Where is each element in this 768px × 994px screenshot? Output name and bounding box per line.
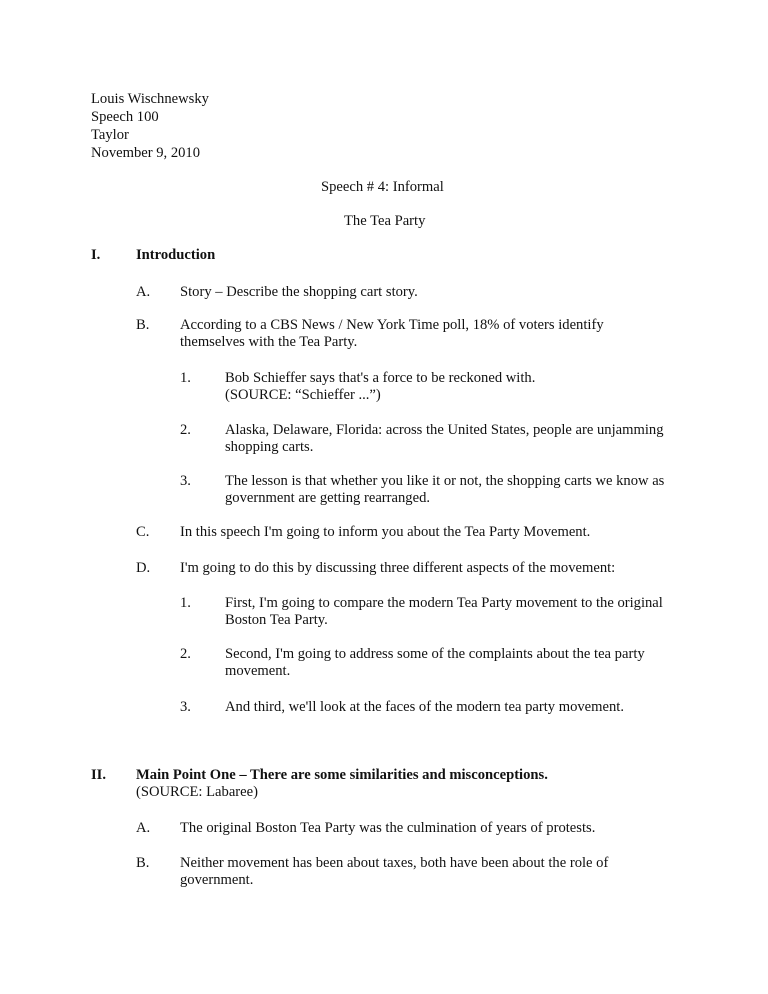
item-1c-letter: C. <box>136 524 150 540</box>
item-1c-text: In this speech I'm going to inform you about the Tea Party Movement. <box>180 524 591 540</box>
item-1b-text-line2: themselves with the Tea Party. <box>180 334 358 350</box>
document-date: November 9, 2010 <box>91 145 201 161</box>
speech-subtitle: Speech # 4: Informal <box>321 179 444 195</box>
item-1d3-number: 3. <box>180 699 191 715</box>
item-1d2-line1: Second, I'm going to address some of the complaints about the tea party <box>225 646 645 662</box>
instructor-name: Taylor <box>91 127 129 143</box>
item-1d2-line2: movement. <box>225 663 291 679</box>
item-1b1-number: 1. <box>180 370 191 386</box>
item-1b1-line1: Bob Schieffer says that's a force to be reckoned with. <box>225 370 536 386</box>
item-1b-text-line1: According to a CBS News / New York Time poll, 18% of voters identify <box>180 317 604 333</box>
item-1a-text: Story – Describe the shopping cart story. <box>180 284 418 300</box>
item-1d2-number: 2. <box>180 646 191 662</box>
item-1d3-line1: And third, we'll look at the faces of the modern tea party movement. <box>225 699 624 715</box>
item-1b2-line1: Alaska, Delaware, Florida: across the United States, people are unjamming <box>225 422 664 438</box>
item-2b-text-line1: Neither movement has been about taxes, both have been about the role of <box>180 855 609 871</box>
section-2-numeral: II. <box>91 767 107 783</box>
item-2a-text: The original Boston Tea Party was the culmination of years of protests. <box>180 820 596 836</box>
item-2b-text-line2: government. <box>180 872 254 888</box>
item-1b2-number: 2. <box>180 422 191 438</box>
item-1d-letter: D. <box>136 560 151 576</box>
item-2a-letter: A. <box>136 820 151 836</box>
author-name: Louis Wischnewsky <box>91 91 209 107</box>
item-1d1-line1: First, I'm going to compare the modern Tea Party movement to the original <box>225 595 663 611</box>
item-1b2-line2: shopping carts. <box>225 439 314 455</box>
item-1d-text: I'm going to do this by discussing three different aspects of the movement: <box>180 560 616 576</box>
section-2-heading: Main Point One – There are some similarities and misconceptions. <box>136 767 548 783</box>
item-1b3-line2: government are getting rearranged. <box>225 490 431 506</box>
section-1-heading: Introduction <box>136 247 216 263</box>
item-1b3-number: 3. <box>180 473 191 489</box>
speech-title: The Tea Party <box>344 213 426 229</box>
item-1d1-line2: Boston Tea Party. <box>225 612 328 628</box>
course-name: Speech 100 <box>91 109 159 125</box>
item-1d1-number: 1. <box>180 595 191 611</box>
item-1b1-line2: (SOURCE: “Schieffer ...”) <box>225 387 381 403</box>
item-2b-letter: B. <box>136 855 150 871</box>
item-1b-letter: B. <box>136 317 150 333</box>
item-1b3-line1: The lesson is that whether you like it or not, the shopping carts we know as <box>225 473 665 489</box>
section-1-numeral: I. <box>91 247 101 263</box>
item-1a-letter: A. <box>136 284 151 300</box>
section-2-source: (SOURCE: Labaree) <box>136 784 258 800</box>
